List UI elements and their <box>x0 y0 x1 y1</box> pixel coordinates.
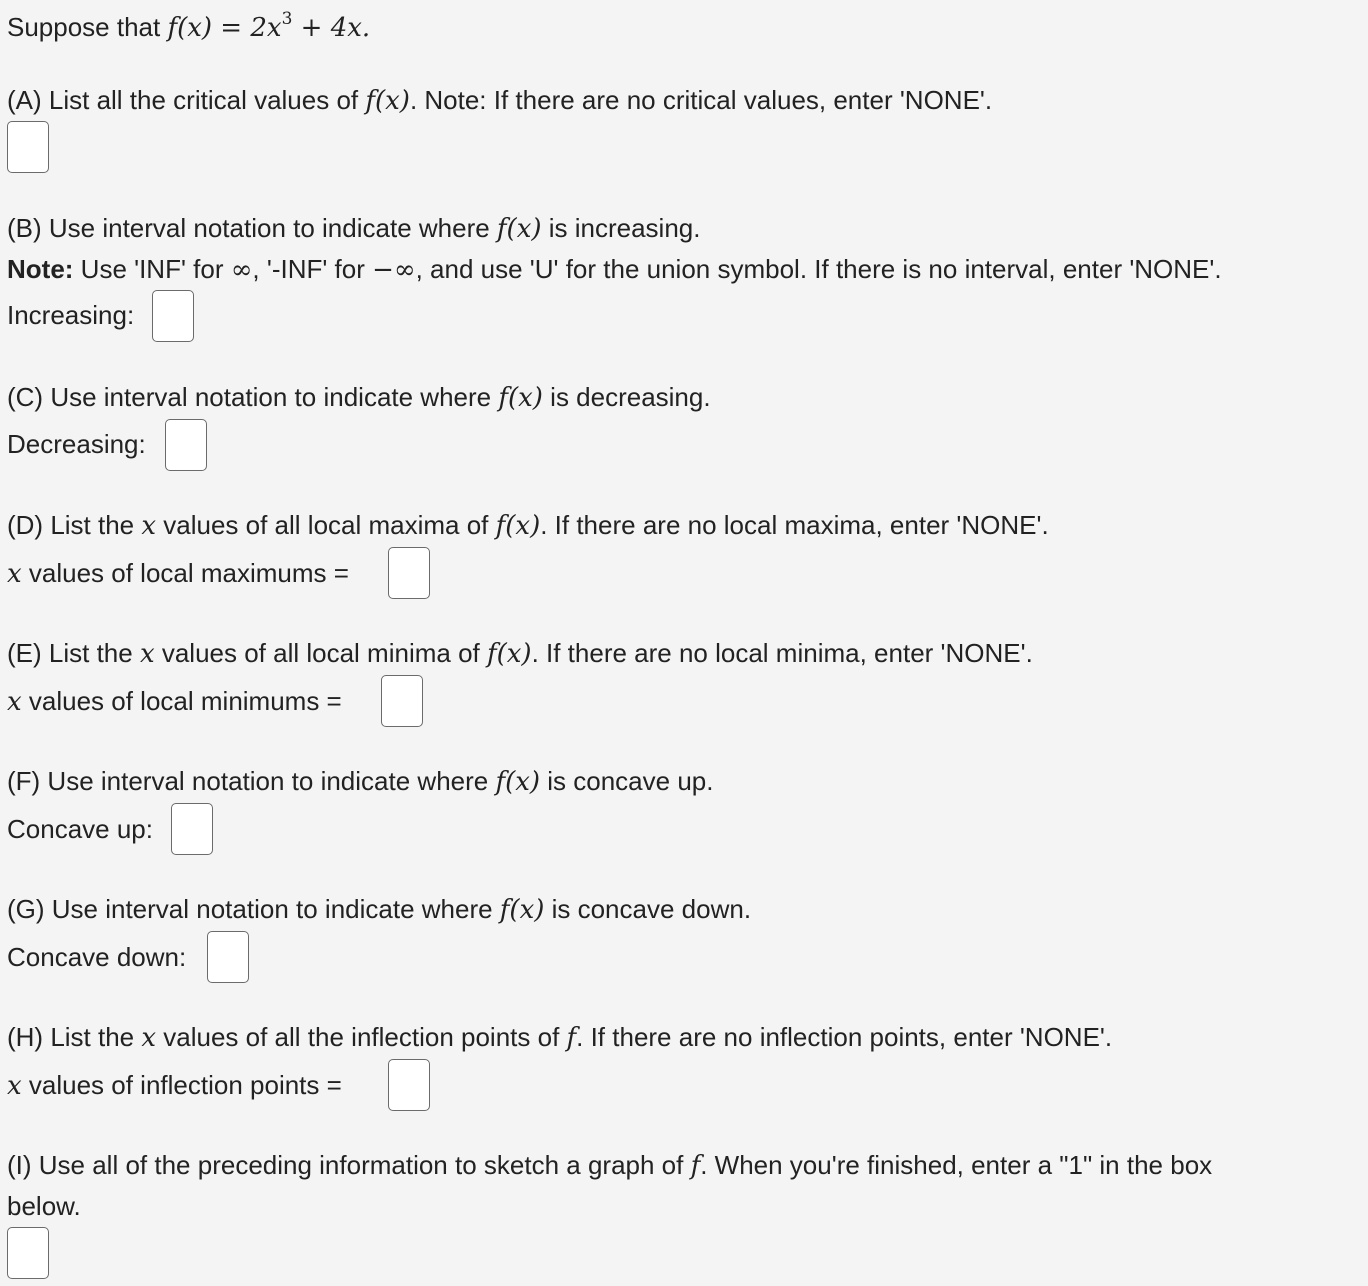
question-g: (G) Use interval notation to indicate where f(x) is concave down. <box>7 894 752 925</box>
question-d: (D) List the x values of all local maxima of f(x). If there are no local maxima, enter 'NONE'. <box>7 510 1049 541</box>
critical-values-input[interactable] <box>7 121 49 173</box>
local-max-label: x values of local maximums = <box>7 558 349 589</box>
local-max-input[interactable] <box>388 547 430 599</box>
graph-done-input[interactable] <box>7 1227 49 1279</box>
question-e: (E) List the x values of all local minima of f(x). If there are no local minima, enter 'NONE'. <box>7 638 1033 669</box>
question-f: (F) Use interval notation to indicate where f(x) is concave up. <box>7 766 714 797</box>
problem-statement: Suppose that $f(x) = 2x^3 + 4x$. <box>7 9 371 43</box>
question-i: (I) Use all of the preceding information to sketch a graph of f. When you're finished, enter a "1" in the box <box>7 1150 1213 1181</box>
increasing-input[interactable] <box>152 290 194 342</box>
function-formula: f(x) = 2x <box>167 13 282 43</box>
question-b: (B) Use interval notation to indicate where f(x) is increasing. <box>7 213 701 244</box>
question-i-continued: below. <box>7 1191 81 1221</box>
inflection-label: x values of inflection points = <box>7 1070 342 1101</box>
concave-down-label: Concave down: <box>7 942 187 972</box>
note-b: Note: Use 'INF' for ∞, '-INF' for −∞, and use 'U' for the union symbol. If there is no interval, enter 'NONE'. <box>7 254 1222 285</box>
increasing-label: Increasing: <box>7 300 135 330</box>
concave-up-input[interactable] <box>171 803 213 855</box>
local-min-input[interactable] <box>381 675 423 727</box>
question-h: (H) List the x values of all the inflection points of f. If there are no inflection points, enter 'NONE'. <box>7 1022 1113 1053</box>
concave-up-label: Concave up: <box>7 814 153 844</box>
question-a: (A) List all the critical values of f(x). Note: If there are no critical values, enter 'NONE'. <box>7 85 993 116</box>
question-c: (C) Use interval notation to indicate where f(x) is decreasing. <box>7 382 711 413</box>
decreasing-label: Decreasing: <box>7 429 146 459</box>
concave-down-input[interactable] <box>207 931 249 983</box>
inflection-input[interactable] <box>388 1059 430 1111</box>
local-min-label: x values of local minimums = <box>7 686 342 717</box>
decreasing-input[interactable] <box>165 419 207 471</box>
